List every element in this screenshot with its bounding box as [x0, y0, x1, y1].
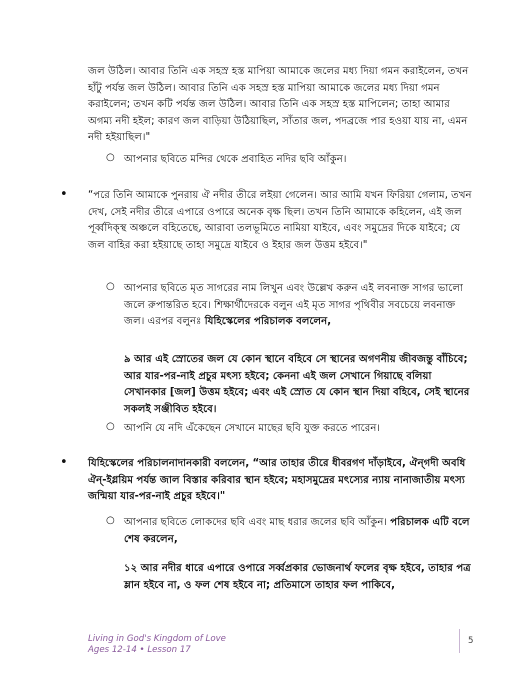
sub-item-dead-sea-text: আপনার ছবিতে মৃত সাগরের নাম লিখুন এবং উল্লেখ করুন এই লবনাক্ত সাগর ভালো জলে রুপান্তরিত হবে। শিক্ষার্থীদেরকে বলুন এই মৃত সাগর পৃথিবীর সবচেয়ে লবনাক্ত জল। এরপর বলুনঃ [124, 283, 463, 328]
guide-said-label: যিহিস্কেলের পরিচালক বললেন, [204, 316, 332, 328]
bullet-marker: • [60, 455, 68, 470]
footer-subtitle [88, 645, 468, 656]
paragraph-intro: জল উঠিল। আবার তিনি এক সহস্র হস্ত মাপিয়া আমাকে জলের মধ্য দিয়া গমন করাইলেন, তখন হাঁটু পর্যন্ত জল উঠিল। আবার তিনি এক সহস্র হস্ত মাপিয়া আমাকে জলের মধ্য দিয়া গমন করাইলেন; তখন কটি পর্যন্ত জল উঠিল। আবার তিনি এক সহস্র হস্ত মাপিলেন; তাহা আমার অগম্য নদী হইল; কারণ জল বাড়িয়া উঠিয়াছিল, সাঁতার জল, পদব্রজে পার হওয়া যায় না, এমন নদী হইয়াছিল।" [88, 66, 469, 144]
footer-age: Ages 12-14 [88, 645, 137, 655]
sub-bullet-marker: ○ [106, 515, 115, 526]
bullet-marker: • [60, 187, 68, 202]
footer-lesson: Lesson 17 [147, 645, 191, 655]
bullet-trees-quote: “পরে তিনি আমাকে পুনরায় ঐ নদীর তীরে লইয়া গেলেন। আর আমি যখন ফিরিয়া গেলাম, তখন দেখ, সেই নদীর তীরে এপারে ওপারে অনেক বৃক্ষ ছিল। তখন তিনি আমাকে কহিলেন, এই জল পূর্ব্বদিক্স্থ অঞ্চলে বহিতেছে, আরাবা তলভূমিতে নামিয়া যাইবে, এবং সমুদ্রের দিকে যাইবে; যে জল বাহির করা হইয়াছে তাহা সমুদ্রে যাইবে ও ইহার জল উত্তম হইবে।" [88, 190, 472, 251]
sub-item-dead-sea [124, 281, 474, 331]
bullet-fishermen [88, 456, 474, 506]
sub-item-fish: আপনি যে নদি এঁকেছেন সেখানে মাছের ছবি যুক্ত করতে পারেন। [124, 423, 381, 434]
quote-verse-12: ১২ আর নদীর ধারে এপারে ওপারে সর্ব্বপ্রকার ভোজনার্থ ফলের বৃক্ষ হইবে, তাহার পত্র ম্লান হইবে না, ও ফল শেষ হইবে না; প্রতিমাসে তাহার ফল পাকিবে, [124, 563, 471, 591]
sub-item-draw-river: আপনার ছবিতে মন্দির থেকে প্রবাহিত নদির ছবি আঁকুন। [124, 154, 347, 165]
guide-said-bold: যিহিস্কেলের পরিচালনাদানকারী বললেন, [88, 458, 250, 469]
footer-divider [459, 629, 460, 653]
footer [88, 634, 468, 656]
sub-bullet-marker: ○ [106, 152, 115, 163]
fishermen-quote: “আর তাহার তীরে ধীবরগণ দাঁড়াইবে, ঐন্গদী অবধি ঐন্-ইগ্লয়িম পর্যন্ত জাল বিস্তার করিবার স্থান হইবে; মহাসমুদ্রের মৎস্যের ন্যায় নানাজাতীয় মৎস্য জন্মিয়া যার-পর-নাই প্রচুর হইবে।" [88, 458, 466, 503]
sub-item-people [124, 515, 474, 548]
page-number: 5 [468, 636, 474, 646]
sub-bullet-marker: ○ [106, 281, 115, 292]
sub-item-people-text: আপনার ছবিতে লোকদের ছবি এবং মাছ ধরার জলের ছবি আঁকুন। [124, 517, 388, 528]
guide-finished-label: পরিচালক এটি বলে শেষ করলেন, [124, 517, 470, 545]
quote-verse-9: ৯ আর এই স্রোতের জল যে কোন স্থানে বহিবে সে স্থানের অগণনীয় জীবজন্তু বাঁচিবে; আর যার-পর-নাই প্রচুর মৎস্য হইবে; কেননা এই জল সেখানে গিয়াছে বলিয়া সেখানকার [জল] উত্তম হইবে; এবং এই স্রোত যে কোন স্থান দিয়া বহিবে, সেই স্থানের সকলই সঞ্জীবিত হইবে। [124, 354, 470, 415]
sub-bullet-marker: ○ [106, 421, 115, 432]
footer-title: Living in God's Kingdom of Love [88, 634, 226, 644]
footer-separator: • [139, 645, 145, 655]
